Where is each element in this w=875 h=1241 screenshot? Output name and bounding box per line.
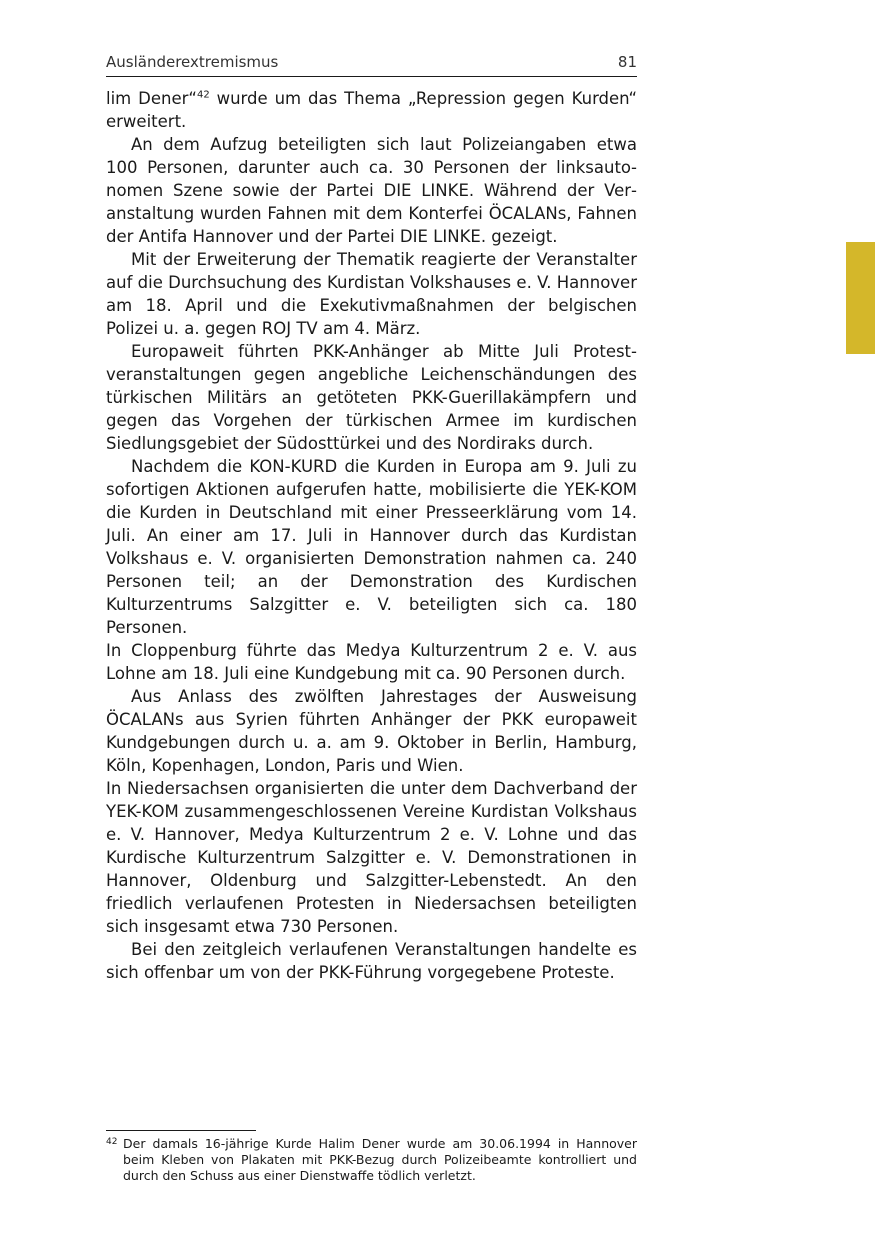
footnote-separator <box>106 1130 256 1131</box>
paragraph: An dem Aufzug beteiligten sich laut Polizeiangaben etwa 100 Personen, darunter auch ca. 30 Personen der linksautonomen Szene sowie der Partei DIE LINKE. Während der Veranstaltung wurden Fahnen mit dem Konterfei ÖCALANs, Fahnen der Antifa Hannover und der Partei DIE LINKE. gezeigt. <box>106 135 637 246</box>
footnote-text: Der damals 16-jährige Kurde Halim Dener wurde am 30.06.1994 in Hannover beim Kleben von Plakaten mit PKK-Bezug durch Polizeibeamte kontrolliert und durch den Schuss aus einer Dienstwaffe tödlich verletzt. <box>123 1136 637 1183</box>
page-number: 81 <box>617 53 637 71</box>
paragraph: Europaweit führten PKK-Anhänger ab Mitte Juli Protestveranstaltungen gegen angebliche Leichenschändungen des türkischen Militärs an getöteten PKK-Guerillakämpfern und gegen das Vorgehen der türkischen Armee im kurdischen Siedlungsgebiet der Südosttürkei und des Nordiraks durch. <box>106 342 637 453</box>
paragraph: Bei den zeitgleich verlaufenen Veranstaltungen handelte es sich offenbar um von der PKK-Führung vorgegebene Proteste. <box>106 940 637 982</box>
paragraph <box>106 87 637 133</box>
footnote <box>106 1136 637 1184</box>
running-header-title: Ausländerextremismus <box>106 53 279 71</box>
running-header <box>106 50 637 77</box>
paragraph: Aus Anlass des zwölften Jahrestages der Ausweisung ÖCALANs aus Syrien führten Anhänger der PKK europaweit Kundgebungen durch u. a. am 9. Oktober in Berlin, Hamburg, Köln, Kopenhagen, London, Paris und Wien. <box>106 687 637 775</box>
chapter-marker-tab <box>846 242 875 354</box>
paragraph: In Cloppenburg führte das Medya Kulturzentrum 2 e. V. aus Lohne am 18. Juli eine Kundgebung mit ca. 90 Personen durch. <box>106 641 637 683</box>
footnote-number: 42 <box>106 1137 118 1147</box>
footnote-reference[interactable]: 42 <box>196 89 210 101</box>
paragraph-text: lim Dener“ <box>106 89 197 108</box>
paragraph-text: wurde um das Thema „Repression gegen Kurden“ erweitert. <box>106 89 637 131</box>
paragraph: In Niedersachsen organisierten die unter dem Dachverband der YEK-KOM zusammengeschlossenen Vereine Kurdistan Volkshaus e. V. Hannover, Medya Kulturzentrum 2 e. V. Lohne und das Kurdische Kulturzentrum Salzgitter e. V. Demonstrationen in Hannover, Oldenburg und Salzgitter-Lebenstedt. An den friedlich verlaufenen Protesten in Niedersachsen beteiligten sich insgesamt etwa 730 Personen. <box>106 779 637 936</box>
body-text <box>106 87 637 984</box>
paragraph: Mit der Erweiterung der Thematik reagierte der Veranstalter auf die Durchsuchung des Kurdistan Volkshauses e. V. Hannover am 18. April und die Exekutivmaßnahmen der belgischen Polizei u. a. gegen ROJ TV am 4. März. <box>106 250 637 338</box>
paragraph: Nachdem die KON-KURD die Kurden in Europa am 9. Juli zu sofortigen Aktionen aufgerufen hatte, mobilisierte die YEK-KOM die Kurden in Deutschland mit einer Presseerklärung vom 14. Juli. An einer am 17. Juli in Hannover durch das Kurdistan Volkshaus e. V. organisierten Demonstration nahmen ca. 240 Personen teil; an der Demonstration des Kurdischen Kulturzentrums Salzgitter e. V. beteiligten sich ca. 180 Personen. <box>106 457 637 637</box>
